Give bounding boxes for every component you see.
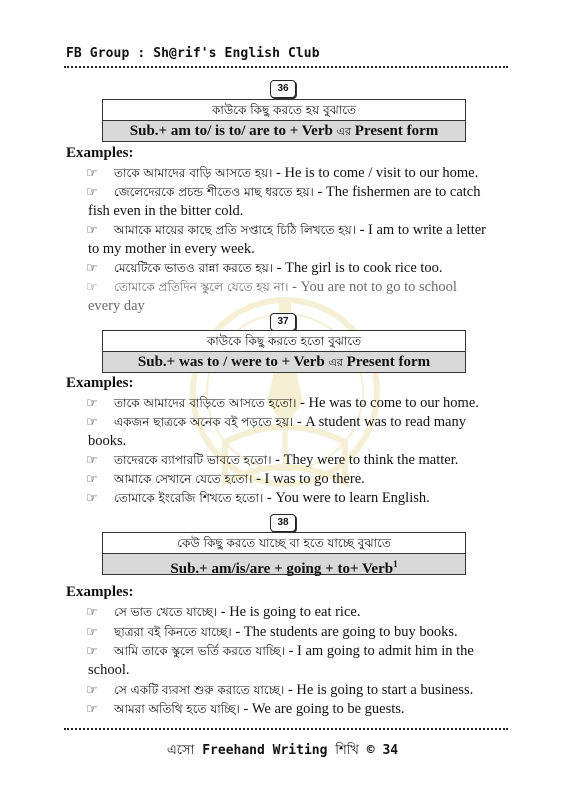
rule-heading: কাউকে কিছু করতে হয় বুঝাতে: [103, 100, 465, 121]
example-item-continuation: books.: [88, 433, 127, 449]
example-item: ☞ তাদেরকে ব্যাপারটি ভাবতে হতো। - They were to think the matter.: [86, 452, 459, 468]
pointing-hand-icon: ☞: [86, 223, 98, 238]
pointing-hand-icon: ☞: [86, 702, 98, 717]
example-item-continuation: to my mother in every week.: [88, 241, 255, 257]
example-item: ☞ আমরা অতিথি হতে যাচ্ছি। - We are going to be guests.: [86, 701, 405, 717]
pointing-hand-icon: ☞: [86, 491, 98, 506]
example-item: ☞ একজন ছাত্রকে অনেক বই পড়তে হয়। - A student was to read many: [86, 414, 466, 430]
copyright-icon: ©: [366, 743, 375, 758]
example-item: ☞ সে ভাত খেতে যাচ্ছে। - He is going to eat rice.: [86, 604, 361, 620]
page-number: 34: [382, 743, 399, 758]
pointing-hand-icon: ☞: [86, 261, 98, 276]
footer-divider: [64, 728, 508, 730]
examples-label: Examples:: [66, 145, 134, 161]
pointing-hand-icon: ☞: [86, 605, 98, 620]
examples-label: Examples:: [66, 375, 134, 391]
example-item: ☞ আমাকে মায়ের কাছে প্রতি সপ্তাহে চিঠি লিখতে হয়। - I am to write a letter: [86, 222, 486, 238]
rule-formula: Sub.+ am/is/are + going + to+ Verb$^1$: [103, 554, 465, 574]
rule-number-badge: 36: [270, 80, 296, 98]
example-item: ☞ আমি তাকে স্কুলে ভর্তি করতে যাচ্ছি। - I am going to admit him in the: [86, 643, 474, 659]
rule-number-badge: 37: [270, 313, 296, 331]
pointing-hand-icon: ☞: [86, 625, 98, 640]
rule-formula: Sub.+ am to/ is to/ are to + Verb এর Present form: [103, 121, 465, 141]
rule-number-badge: 38: [270, 514, 296, 532]
example-item-continuation: school.: [88, 662, 130, 678]
pointing-hand-icon: ☞: [86, 683, 98, 698]
example-item: ☞ তাকে আমাদের বাড়িতে আসতে হতো। - He was to come to our home.: [86, 395, 479, 411]
example-item: ☞ তাকে আমাদের বাড়ি আসতে হয়। - He is to come / visit to our home.: [86, 165, 479, 181]
pointing-hand-icon: ☞: [86, 280, 98, 295]
pointing-hand-icon: ☞: [86, 166, 98, 181]
rule-box: [102, 532, 466, 575]
pointing-hand-icon: ☞: [86, 472, 98, 487]
header-divider: [64, 66, 508, 68]
rule-box: [102, 330, 466, 373]
rule-heading: কাউকে কিছু করতে হতো বুঝাতে: [103, 331, 465, 352]
example-item: ☞ সে একটি ব্যবসা শুরু করাতে যাচ্ছে। - He is going to start a business.: [86, 682, 474, 698]
example-item-continuation: fish even in the bitter cold.: [88, 203, 244, 219]
rule-heading: কেউ কিছু করতে যাচ্ছে বা হতে যাচ্ছে বুঝাতে: [103, 533, 465, 554]
pointing-hand-icon: ☞: [86, 644, 98, 659]
rule-box: [102, 99, 466, 142]
examples-label: Examples:: [66, 584, 134, 600]
example-item: ☞ মেয়েটিকে ভাতও রান্না করতে হয়। - The girl is to cook rice too.: [86, 260, 443, 276]
example-item: ☞ আমাকে সেখানে যেতে হতো। - I was to go there.: [86, 471, 365, 487]
example-item: ☞ জেলেদেরকে প্রচন্ড শীতেও মাছ ধরতে হয়। - The fishermen are to catch: [86, 184, 481, 200]
footer: এসো Freehand Writing শিখি © 34: [166, 743, 399, 758]
pointing-hand-icon: ☞: [86, 396, 98, 411]
rule-formula: Sub.+ was to / were to + Verb এর Present form: [103, 352, 465, 372]
example-item: ☞ তোমাকে ইংরেজি শিখতে হতো। - You were to learn English.: [86, 490, 430, 506]
example-item: ☞ তোমাকে প্রতিদিন স্কুলে যেতে হয় না। - You are not to go to school: [86, 279, 457, 295]
example-item-continuation: every day: [88, 298, 145, 314]
pointing-hand-icon: ☞: [86, 453, 98, 468]
example-item: ☞ ছাত্ররা বই কিনতে যাচ্ছে। - The students are going to buy books.: [86, 624, 458, 640]
pointing-hand-icon: ☞: [86, 185, 98, 200]
header-title: FB Group : Sh@rif's English Club: [66, 46, 320, 61]
pointing-hand-icon: ☞: [86, 415, 98, 430]
